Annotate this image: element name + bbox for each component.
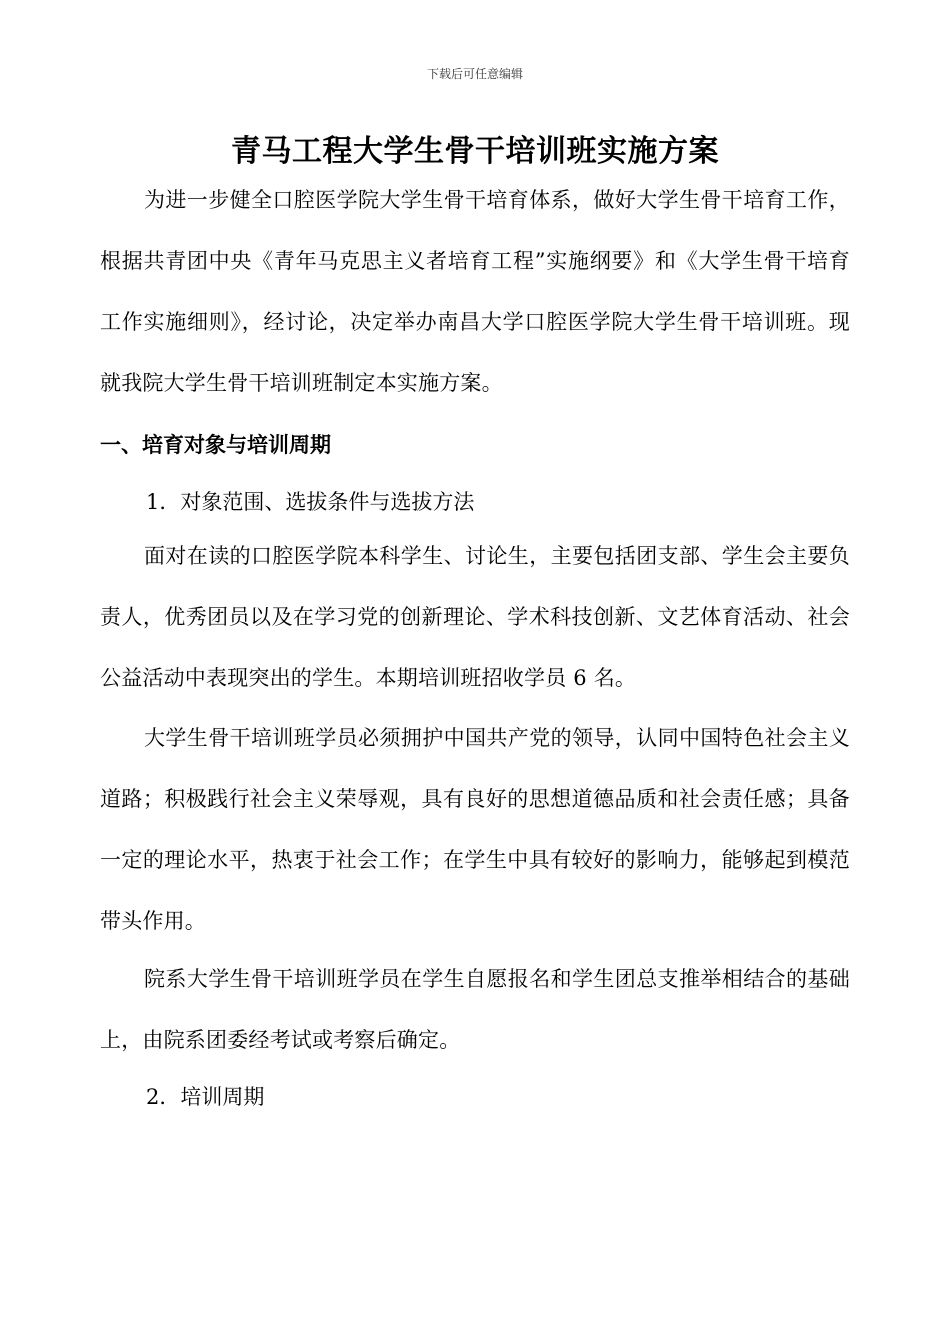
intro-paragraph: 为进一步健全口腔医学院大学生骨干培育体系，做好大学生骨干培育工作，根据共青团中央《青年马克思主义者培育工程”实施纲要》和《大学生骨干培育工作实施细则》，经讨论，决定举办南昌大学口腔医学院大学生骨干培训班。现就我院大学生骨干培训班制定本实施方案。: [100, 188, 850, 395]
paragraph-selection: 院系大学生骨干培训班学员在学生自愿报名和学生团总支推举相结合的基础上，由院系团委经考试或考察后确定。: [100, 967, 850, 1052]
subsection-2-heading: 2．培训周期: [146, 1085, 265, 1109]
header-note: 下载后可任意编辑: [426, 67, 523, 81]
subsection-1-heading: 1．对象范围、选拔条件与选拔方法: [146, 490, 475, 514]
paragraph-scope: 面对在读的口腔医学院本科学生、讨论生，主要包括团支部、学生会主要负责人，优秀团员以及在学习党的创新理论、学术科技创新、文艺体育活动、社会公益活动中表现突出的学生。本期培训班招收学员 6 名。: [100, 544, 850, 690]
section-1-heading: 一、培育对象与培训周期: [100, 432, 331, 457]
document-title: 青马工程大学生骨干培训班实施方案: [231, 134, 719, 169]
paragraph-criteria: 大学生骨干培训班学员必须拥护中国共产党的领导，认同中国特色社会主义道路；积极践行社会主义荣辱观，具有良好的思想道德品质和社会责任感；具备一定的理论水平，热衷于社会工作；在学生中具有较好的影响力，能够起到模范带头作用。: [100, 726, 850, 933]
